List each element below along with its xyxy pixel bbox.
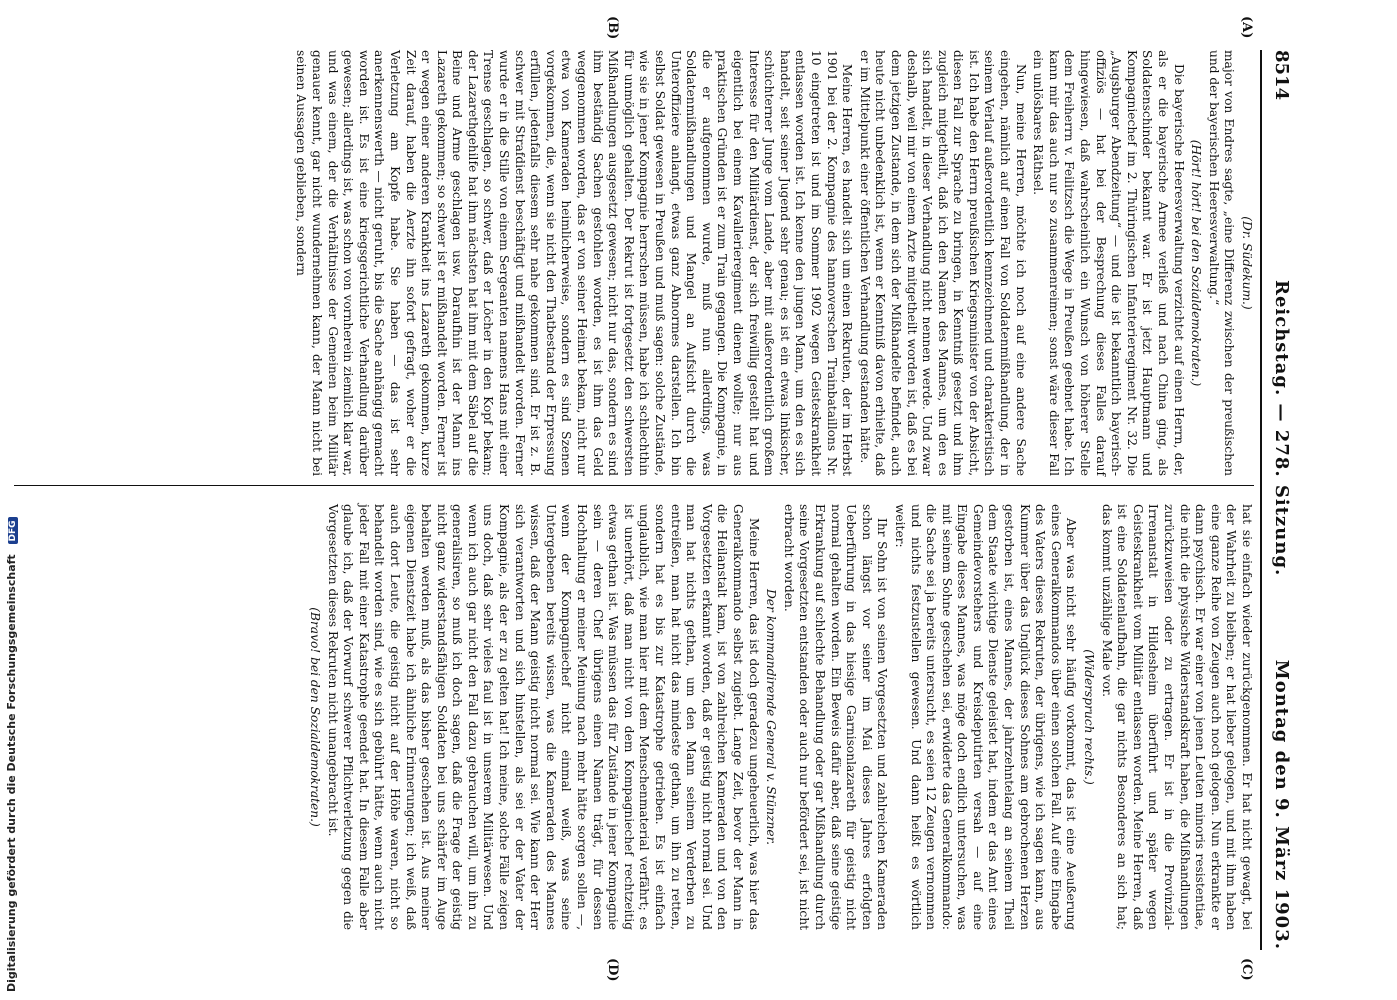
interjection: (Widerspruch rechts.)	[1082, 649, 1097, 785]
paragraph: Meine Herren, das ist doch geradezu ungeheuerlich, was hier das Generalkommando selbst zugiebt. Lange Zeit, bevor der Mann in die Heilanstalt kam, ist von zahlreichen Kameraden und von den Vorgesetzten erkannt worden, daß er geistig nicht normal sei. Und man hat nichts gethan, um den Mann seinem Verderben zu entreißen, man hat nicht das mindeste gethan, um ihn zu retten, sondern hat es bis zur Katastrophe getrieben. Es ist einfach unglaublich, wie man hier mit dem Menschenmaterial verfährt; es ist unerhört, daß man nicht von dem Kompagniechef rechtzeitig etwas gethan ist. Was müssen das für Zustände in jener Kompagnie sein — deren Chef übrigens einen Namen trägt, für dessen Hochhaltung er meiner Meinung nach mehr hätte sorgen sollen —, wenn der Kompagniechef nicht einmal weiß, was seine Untergebenen bereits wissen, was die Kameraden des Mannes wissen, daß der Mann geistig nicht normal sei. Wie kann der Herr sich verantworten und sich hinstellen, als sei er der Vater der Kompagnie, als der er zu gelten hat! Ich meine, solche Fälle zeigen uns doch, daß sehr vieles faul ist in unserem Militärwesen. Und wenn ich auch gar nicht den Fall dazu gebrauchen will, um ihn zu generalisiren, so muß ich doch sagen, daß die Frage der geistig nicht ganz widerstandsfähigen Soldaten bei uns schärfer im Auge behalten werden muß, als das bisher geschehen ist. Aus meiner eigenen Dienstzeit habe ich ähnliche Erinnerungen; ich weiß, daß auch dort Leute, die geistig nicht auf der Höhe waren, nicht so behandelt worden sind, wie es sich gebührt hätte, wenn auch nicht jeder Fall mit einer Katastrophe geendet hat. In diesem Falle aber glaube ich, daß der Vorwurf schwerer Pflichtverletzung gegen die Vorgesetzten dieses Rekruten nicht unangebracht ist.	[325, 504, 761, 930]
speaker-label: (Dr. Südekum.)	[1240, 216, 1254, 310]
column-divider	[14, 485, 1254, 486]
margin-letter-a: (A)	[1239, 16, 1254, 39]
margin-letter-c: (C)	[1239, 958, 1254, 981]
right-column	[14, 504, 1254, 930]
signature-line: Der kommandirende General v. Stünzner.	[764, 589, 779, 845]
margin-letter-d: (D)	[605, 958, 620, 982]
page-title: Reichstag. — 278. Sitzung.	[1271, 280, 1292, 577]
paragraph: major von Endres sagte, „eine Differenz zwischen der preußischen und der bayerischen Heeresverwaltung.“	[1206, 50, 1237, 476]
margin-letter-b: (B)	[605, 16, 620, 40]
session-date: Montag den 9. März 1903.	[1271, 659, 1292, 950]
paragraph: Aber was nicht sehr häufig vorkommt, das ist eine Aeußerung eines Generalkommandos über einen solchen Fall. Auf eine Eingabe des Vaters dieses Rekruten, der übrigens, wie ich sagen kann, aus Kummer über das Unglück dieses Sohnes am gebrochenen Herzen gestorben ist, eines Mannes, der jahrzehntelang an seinem Theil dem Staate wichtige Dienste geleistet hat, indem er das Amt eines Gemeindevorstehers und Kreisdeputirten versah — auf eine Eingabe dieses Mannes, was möge doch endlich untersuchen, was mit seinem Sohne geschehen sei, erwiderte das Generalkommando: die Sache sei ja bereits untersucht, es seien 12 Zeugen vernommen und nichts festzustellen gewesen. Und dann heißt es wörtlich weiter:	[892, 504, 1079, 930]
credit-text: Digitalisierung gefördert durch die Deutsche Forschungsgemeinschaft	[5, 554, 18, 992]
interjection: (Bravo! bei den Sozialdemokraten.)	[307, 607, 322, 827]
left-column	[14, 50, 1254, 476]
interjection: (Hört! hört! bei den Sozialdemokraten.)	[1189, 139, 1204, 387]
page-header	[1260, 50, 1302, 950]
paragraph: Meine Herren, es handelt sich um einen Rekruten, der im Herbst 1901 bei der 2. Kompagnie des hannoverschen Trainbataillons Nr. 10 eingetreten ist und im Sommer 1902 wegen Geisteskrankheit entlassen worden ist. Ich kenne den jungen Mann, um den es sich handelt, seit seiner Jugend sehr genau; es ist ein etwas linkischer, schüchterner Junge vom Lande, aber mit außerordentlich großem Interesse für den Militärdienst, der sich freiwillig gestellt hat und eigentlich bei einem Kavallerieregiment dienen wollte; nur aus praktischen Gründen ist er zum Train gegangen. Die Kompagnie, in die er aufgenommen wurde, muß nun allerdings, was Soldatenmißhandlungen und Mangel an Aufsicht durch die Unteroffiziere anlangt, etwas ganz Abnormes darstellen. Ich bin selbst Soldat gewesen in Preußen und muß sagen: solche Zustände, wie sie in jener Kompagnie herrschen müssen, habe ich schlechthin für unmöglich gehalten. Der Rekrut ist fortgesetzt den schwersten Mißhandlungen ausgesetzt gewesen; nicht nur das, sondern es sind ihm beständig Sachen gestohlen worden, es ist ihm das Geld weggenommen worden, das er von seiner Heimat bekam, nicht nur etwa von Kameraden heimlicherweise, sondern es sind Szenen vorgekommen, die, wenn sie nicht den Thatbestand der Erpressung erfüllen, jedenfalls diesem sehr nahe gekommen sind. Er ist z. B. schwer mit Strafdienst beschäftigt und mißhandelt worden. Ferner wurde er in die Stille von einem Sergeanten namens Hans mit einer Trense geschlagen, so schwer, daß er Löcher in den Kopf bekam; der Lazarethgehilfe hat ihm nächsten hat ihm mit dem Säbel auf die Beine und Arme geschlagen usw. Daraufhin ist der Mann ins Lazareth gekommen; so schwer ist er mißhandelt worden. Ferner ist er wegen einer anderen Krankheit ins Lazareth gekommen, kurze Zeit darauf, haben die Aerzte ihn sofort gefragt, woher er die Verletzung am Kopfe habe. Sie haben — das ist sehr anerkennenswerth — nicht geruht, bis die Sache anhängig gemacht worden ist. Es ist eine kriegsgerichtliche Verhandlung darüber gewesen; allerdings ist, was schon von vornherein ziemlich klar war, und was einem, der die Verhältnisse der Gemeinen beim Militär genauer kennt, gar nicht wundernehmen kann, der Mann nicht bei seinen Aussagen geblieben, sondern	[294, 50, 855, 476]
paragraph: Nun, meine Herren, möchte ich noch auf eine andere Sache eingehen, nämlich auf einen Fall von Soldatenmißhandlung, der in seinem Verlauf außerordentlich kennzeichnend und charakteristisch ist. Ich habe den Herrn preußischen Kriegsminister von der Absicht, diesen Fall zur Sprache zu bringen, in Kenntniß gesetzt und ihm zugleich mitgetheilt, daß ich den Namen des Mannes, um den es sich handelt, in dieser Verhandlung nicht nennen werde. Und zwar deshalb, weil mir von einem Arzte mitgetheilt worden ist, daß es bei dem jetzigen Zustande, in dem sich der Mißhandelte befindet, auch heute nicht unbedenklich ist, wenn er Kenntniß davon erhielte, daß er im Mittelpunkt einer öffentlichen Verhandlung gestanden hätte.	[857, 50, 1028, 476]
page-number: 8514	[1271, 50, 1292, 101]
dfg-logo: DFG	[8, 517, 18, 544]
paragraph: hat sie einfach wieder zurückgenommen. Er hat nicht gewagt, bei der Wahrheit zu bleiben; er hat lieber gelogen, und mit ihm haben eine ganze Reihe von Zeugen auch noch gelogen. Nun erkrankte er dann psychisch. Er war einer von jenen Leuten minoris resistentiae, die nicht die physische Widerstandskraft haben, die Mißhandlungen zurückzuweisen oder zu ertragen. Er ist in die Provinzial-Irrenanstalt in Hildesheim überführt und später wegen Geisteskrankheit vom Militär entlassen worden. Meine Herren, daß ist eine Soldatenlaufbahn, die gar nichts Besonderes an sich hat; das kommt unzählige Male vor.	[1099, 504, 1254, 930]
digitization-credit	[5, 517, 18, 992]
paragraph: Die bayerische Heeresverwaltung verzichtet auf einen Herrn, der, als er die bayerische Armee verließ und nach China ging, als Soldatenschinder bekannt war. Er ist jetzt Hauptmann und Kompagniechef im 2. Thüringischen Infanterieregiment Nr. 32. Die „Augsburger Abendzeitung“ — und die ist bekanntlich bayerisch-offiziös — hat bei der Besprechung dieses Falles darauf hingewiesen, daß wahrscheinlich ein Wunsch von höherer Stelle dem Freiherrn v. Feilitzsch die Wege in Preußen geebnet habe. Ich kann mir das auch nur so zusammenreimen; sonst wäre dieser Fall ein unlösbares Räthsel.	[1031, 50, 1186, 476]
quoted-letter: Ihr Sohn ist von seinen Vorgesetzten und zahlreichen Kameraden schon längst vor seiner im Mai dieses Jahres erfolgten Ueberführung in das hiesige Garnisonlazareth für geistig nicht normal gehalten worden. Ein Beweis dafür aber, daß seine geistige Erkrankung auf schlechte Behandlung oder gar Mißhandlung durch seine Vorgesetzten entstanden oder auch nur befördert sei, ist nicht erbracht worden.	[781, 504, 890, 930]
